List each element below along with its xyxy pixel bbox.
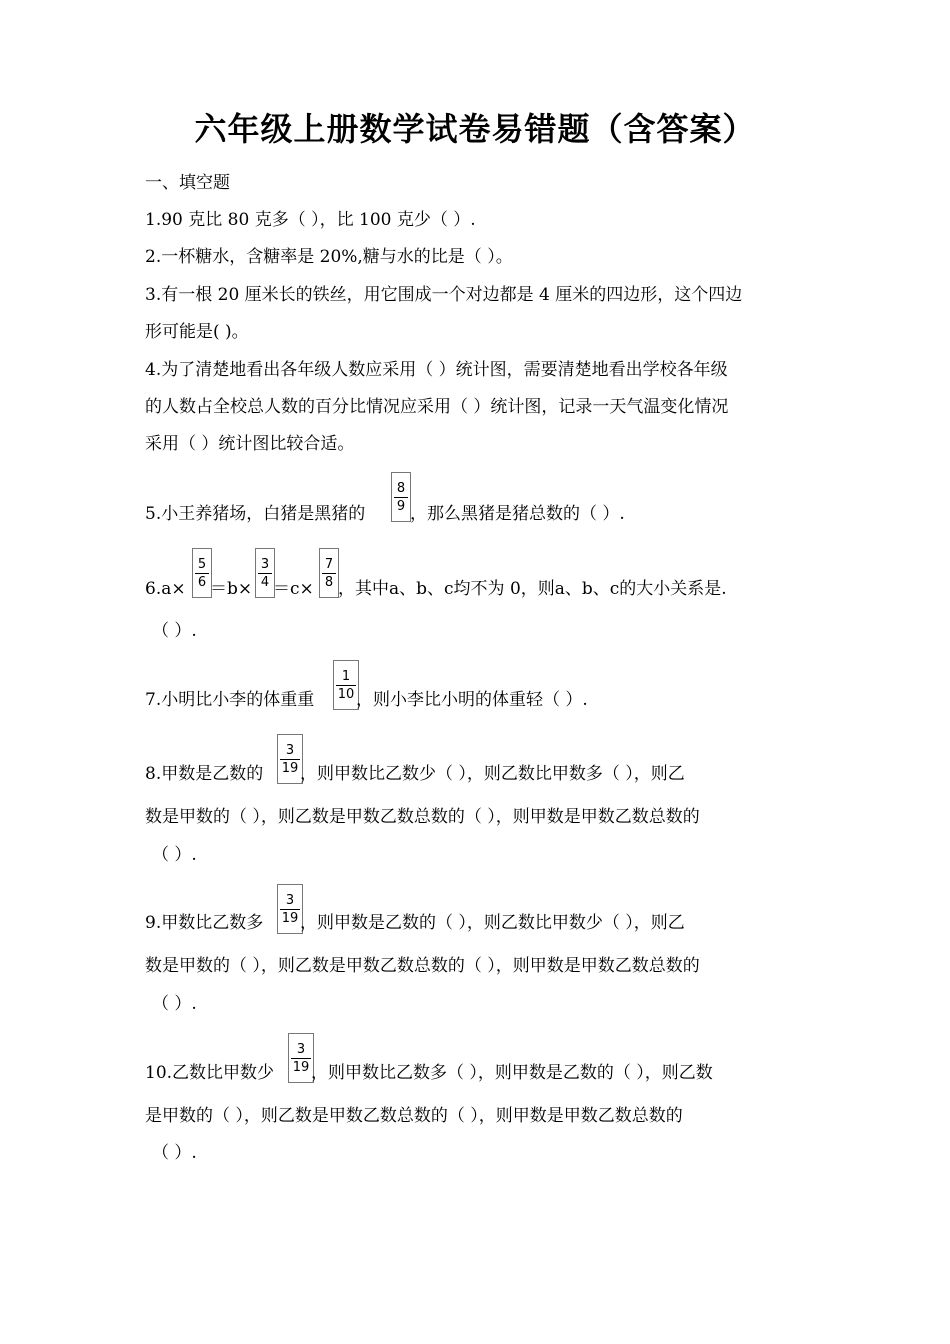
fraction-bar: [394, 497, 408, 498]
question-8-part-1: 8.甲数是乙数的: [145, 764, 264, 784]
question-9-line-2: 数是甲数的（ ），则乙数是甲数乙数总数的（ ），则甲数是甲数乙数总数的: [145, 956, 700, 976]
fraction-numerator: 3: [296, 1041, 306, 1057]
question-10-line-2: 是甲数的（ ），则乙数是甲数乙数总数的（ ），则甲数是甲数乙数总数的: [145, 1106, 683, 1126]
fraction-bar: [280, 909, 300, 910]
question-10-part-1: 10.乙数比甲数少: [145, 1063, 275, 1083]
fraction-numerator: 3: [285, 892, 295, 908]
question-10-line-3: （ ）.: [152, 1143, 197, 1163]
fraction-denominator: 19: [281, 760, 299, 776]
fraction-numerator: 3: [285, 742, 295, 758]
fraction-denominator: 4: [260, 574, 270, 590]
page-title: 六年级上册数学试卷易错题（含答案）: [194, 110, 756, 148]
fraction-bar: [322, 573, 336, 574]
fraction-denominator: 19: [292, 1059, 310, 1075]
fraction-denominator: 8: [324, 574, 334, 590]
question-8-line-2: 数是甲数的（ ），则乙数是甲数乙数总数的（ ），则甲数是甲数乙数总数的: [145, 807, 700, 827]
fraction-bar: [336, 685, 356, 686]
question-3-line-2: 形可能是( )。: [145, 322, 249, 342]
fraction-numerator: 5: [197, 556, 207, 572]
question-9-line-3: （ ）.: [152, 994, 197, 1014]
fraction-bar: [195, 573, 209, 574]
question-4-line-2: 的人数占全校总人数的百分比情况应采用（ ）统计图，记录一天气温变化情况: [145, 397, 729, 417]
question-6-part-1: 6.a×: [145, 579, 186, 599]
fraction-3-4: [255, 548, 275, 598]
fraction-numerator: 8: [396, 480, 406, 496]
fraction-numerator: 3: [260, 556, 270, 572]
question-4-line-1: 4.为了清楚地看出各年级人数应采用（ ）统计图，需要清楚地看出学校各年级: [145, 360, 728, 380]
question-6-part-2: ＝b×: [210, 579, 253, 599]
fraction-bar: [291, 1058, 311, 1059]
question-9-part-2: ，则甲数是乙数的（ ），则乙数比甲数少（ ），则乙: [300, 913, 685, 933]
question-10-part-2: ，则甲数比乙数多（ ），则甲数是乙数的（ ），则乙数: [311, 1063, 713, 1083]
fraction-denominator: 9: [396, 498, 406, 514]
fraction-denominator: 10: [337, 686, 355, 702]
question-5-part-1: 5.小王养猪场，白猪是黑猪的: [145, 504, 366, 524]
fraction-8-9: [391, 472, 411, 522]
fraction-numerator: 1: [341, 668, 351, 684]
question-7-part-1: 7.小明比小李的体重重: [145, 690, 315, 710]
question-3-line-1: 3.有一根 20 厘米长的铁丝，用它围成一个对边都是 4 厘米的四边形，这个四边: [145, 285, 743, 305]
fraction-denominator: 6: [197, 574, 207, 590]
question-8-line-3: （ ）.: [152, 845, 197, 865]
fraction-7-8: [319, 548, 339, 598]
question-4-line-3: 采用（ ）统计图比较合适。: [145, 434, 355, 454]
question-9-part-1: 9.甲数比乙数多: [145, 913, 264, 933]
section-heading: 一、填空题: [145, 173, 230, 193]
fraction-bar: [258, 573, 272, 574]
question-8-part-2: ，则甲数比乙数少（ ），则乙数比甲数多（ ），则乙: [300, 764, 685, 784]
question-6-part-4: ，其中a、b、c均不为 0，则a、b、c的大小关系是.: [338, 579, 727, 599]
question-7-part-2: ，则小李比小明的体重轻（ ）.: [356, 690, 588, 710]
fraction-bar: [280, 759, 300, 760]
fraction-denominator: 19: [281, 910, 299, 926]
question-2: 2.一杯糖水，含糖率是 20%,糖与水的比是（ ）。: [145, 247, 513, 267]
fraction-5-6: [192, 548, 212, 598]
question-1: 1.90 克比 80 克多（ ），比 100 克少（ ）.: [145, 210, 476, 230]
question-6-answer-blank: （ ）.: [152, 621, 197, 641]
question-6-part-3: ＝c×: [273, 579, 314, 599]
question-5-part-2: ，那么黑猪是猪总数的（ ）.: [410, 504, 625, 524]
fraction-numerator: 7: [324, 556, 334, 572]
